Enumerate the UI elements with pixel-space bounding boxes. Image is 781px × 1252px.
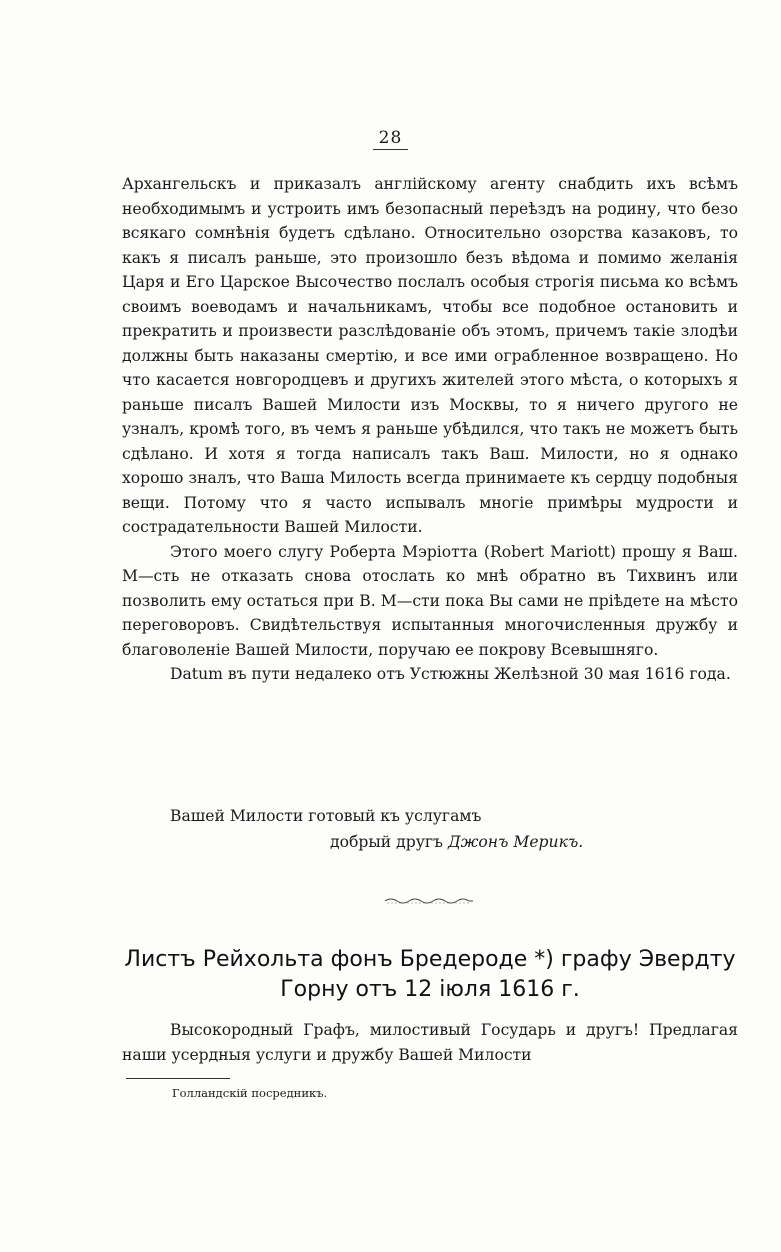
letter-body — [122, 172, 738, 687]
paragraph-3-dateline: Datum въ пути недалеко отъ Устюжны Желѣзной 30 мая 1616 года. — [170, 665, 731, 683]
footnote-rule — [126, 1078, 230, 1079]
signature-name: Джонъ Мерикъ. — [447, 833, 584, 851]
section-divider-ornament — [383, 896, 475, 906]
heading-line-1: Листъ Рейхольта фонъ Бредероде *) графу Эвердту — [124, 947, 736, 972]
heading-line-2: Горну отъ 12 іюля 1616 г. — [280, 977, 580, 1002]
signoff-line-2 — [170, 829, 583, 855]
paragraph-1: Архангельскъ и приказалъ англійскому агенту снабдить ихъ всѣмъ необходимымъ и устроить имъ безопасный переѣздъ на родину, что безо всякаго сомнѣнія будетъ сдѣлано. Относительно озорства казаковъ, то какъ я писалъ раньше, это произошло безъ вѣдома и помимо желанія Царя и Его Царское Высочество послалъ особыя строгія письма ко всѣмъ своимъ воеводамъ и начальникамъ, чтобы все подобное остановить и прекратить и произвести разслѣдованіе объ этомъ, причемъ такіе злодѣи должны быть наказаны смертію, и все ими ограбленное возвращено. Но что касается новгородцевъ и другихъ жителей этого мѣста, о которыхъ я раньше писалъ Вашей Милости изъ Москвы, то я ничего другого не узналъ, кромѣ того, въ чемъ я раньше убѣдился, что такъ не можетъ быть сдѣлано. И хотя я тогда написалъ такъ Ваш. Милости, но я однако хорошо зналъ, что Ваша Милость всегда принимаете къ сердцу подобныя вещи. Потому что я часто испывалъ многіе примѣры мудрости и сострадательности Вашей Милости. — [122, 175, 738, 536]
letter-heading — [110, 945, 750, 1005]
next-letter-body — [122, 1018, 738, 1067]
page-number: 28 — [373, 128, 409, 150]
page-number-container — [0, 128, 781, 150]
paragraph-2: Этого моего слугу Роберта Мэріотта (Robert Mariott) прошу я Ваш. М—сть не отказать снова отослать ко мнѣ обратно въ Тихвинъ или позволить ему остаться при В. М—сти пока Вы сами не пріѣдете на мѣсто переговоровъ. Свидѣтельствуя испытанныя многочисленныя дружбу и благоволеніе Вашей Милости, поручаю ее покрову Всевышняго. — [122, 542, 738, 659]
footnote: Голландскій посредникъ. — [172, 1086, 328, 1100]
signoff-prefix: добрый другъ — [330, 833, 443, 851]
letter-signoff — [170, 803, 583, 855]
signoff-line-1: Вашей Милости готовый къ услугамъ — [170, 807, 482, 825]
next-letter-paragraph: Высокородный Графъ, милостивый Государь и другъ! Предлагая наши усердныя услуги и дружбу Вашей Милости — [122, 1021, 738, 1064]
